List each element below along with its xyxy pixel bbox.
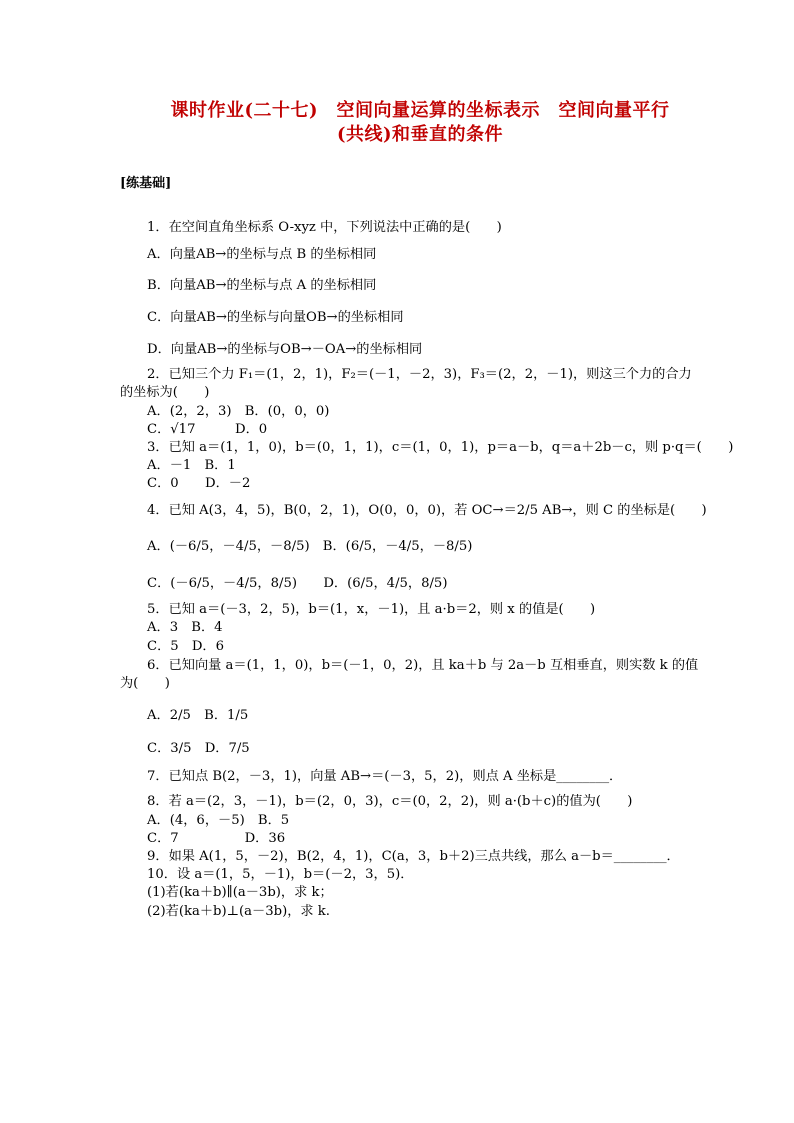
q1-option-a: A．向量AB→的坐标与点 B 的坐标相同 [147,247,377,262]
title-line-1: 课时作业(二十七) 空间向量运算的坐标表示 空间向量平行 [170,100,670,121]
q5-options-cd: C．5 D．6 [147,639,225,654]
question-2-cont: 的坐标为( ) [120,385,210,400]
question-6-cont: 为( ) [120,676,170,691]
question-10: 10．设 a＝(1，5，－1)，b＝(－2，3，5)． [147,867,414,882]
question-8: 8．若 a＝(2，3，－1)，b＝(2，0，3)，c＝(0，2，2)，则 a·(b＋c)的值为( ) [147,794,633,809]
question-6: 6．已知向量 a＝(1，1，0)，b＝(－1，0，2)，且 ka＋b 与 2a－b 互相垂直，则实数 k 的值 [147,658,699,673]
q8-options-ab: A．(4，6，－5) B．5 [147,813,290,828]
question-10-part-2: (2)若(ka＋b)⊥(a－3b)，求 k. [147,904,330,919]
q2-options-ab: A．(2，2，3) B．(0，0，0) [147,404,330,419]
question-3: 3．已知 a＝(1，1，0)，b＝(0，1，1)，c＝(1，0，1)，p＝a－b，q＝a＋2b－c，则 p·q＝( ) [147,440,734,455]
section-heading: [练基础] [120,176,172,191]
q3-options-cd: C．0 D．－2 [147,476,251,491]
q1-option-b: B．向量AB→的坐标与点 A 的坐标相同 [147,278,377,293]
q1-option-d: D．向量AB→的坐标与OB→－OA→的坐标相同 [147,342,423,357]
question-10-part-1: (1)若(ka＋b)∥(a－3b)，求 k； [147,885,333,900]
q5-options-ab: A．3 B．4 [147,620,223,635]
title-line-2: (共线)和垂直的条件 [336,124,504,145]
q1-option-c: C．向量AB→的坐标与向量OB→的坐标相同 [147,310,404,325]
question-2: 2．已知三个力 F₁＝(1，2，1)，F₂＝(－1，－2，3)，F₃＝(2，2，－1)，则这三个力的合力 [147,367,692,382]
question-4: 4．已知 A(3，4，5)，B(0，2，1)，O(0，0，0)，若 OC→＝2/5 AB→，则 C 的坐标是( ) [147,503,707,518]
q4-options-cd: C．(－6/5，－4/5，8/5) D．(6/5，4/5，8/5) [147,576,448,591]
q4-options-ab: A．(－6/5，－4/5，－8/5) B．(6/5，－4/5，－8/5) [147,539,473,554]
q8-options-cd: C．7 D．36 [147,831,286,846]
question-5: 5．已知 a＝(－3，2，5)，b＝(1，x，－1)，且 a·b＝2，则 x 的值是( ) [147,602,596,617]
q2-options-cd: C．√17 D．0 [147,422,268,437]
question-1: 1．在空间直角坐标系 O-xyz 中，下列说法中正确的是( ) [147,220,502,235]
question-7: 7．已知点 B(2，－3，1)，向量 AB→＝(－3，5，2)，则点 A 坐标是________． [147,769,623,784]
question-9: 9．如果 A(1，5，－2)，B(2，4，1)，C(a，3，b＋2)三点共线，那么 a－b＝________． [147,849,680,864]
q6-options-cd: C．3/5 D．7/5 [147,741,250,756]
q6-options-ab: A．2/5 B．1/5 [147,708,249,723]
q3-options-ab: A．－1 B．1 [147,458,236,473]
